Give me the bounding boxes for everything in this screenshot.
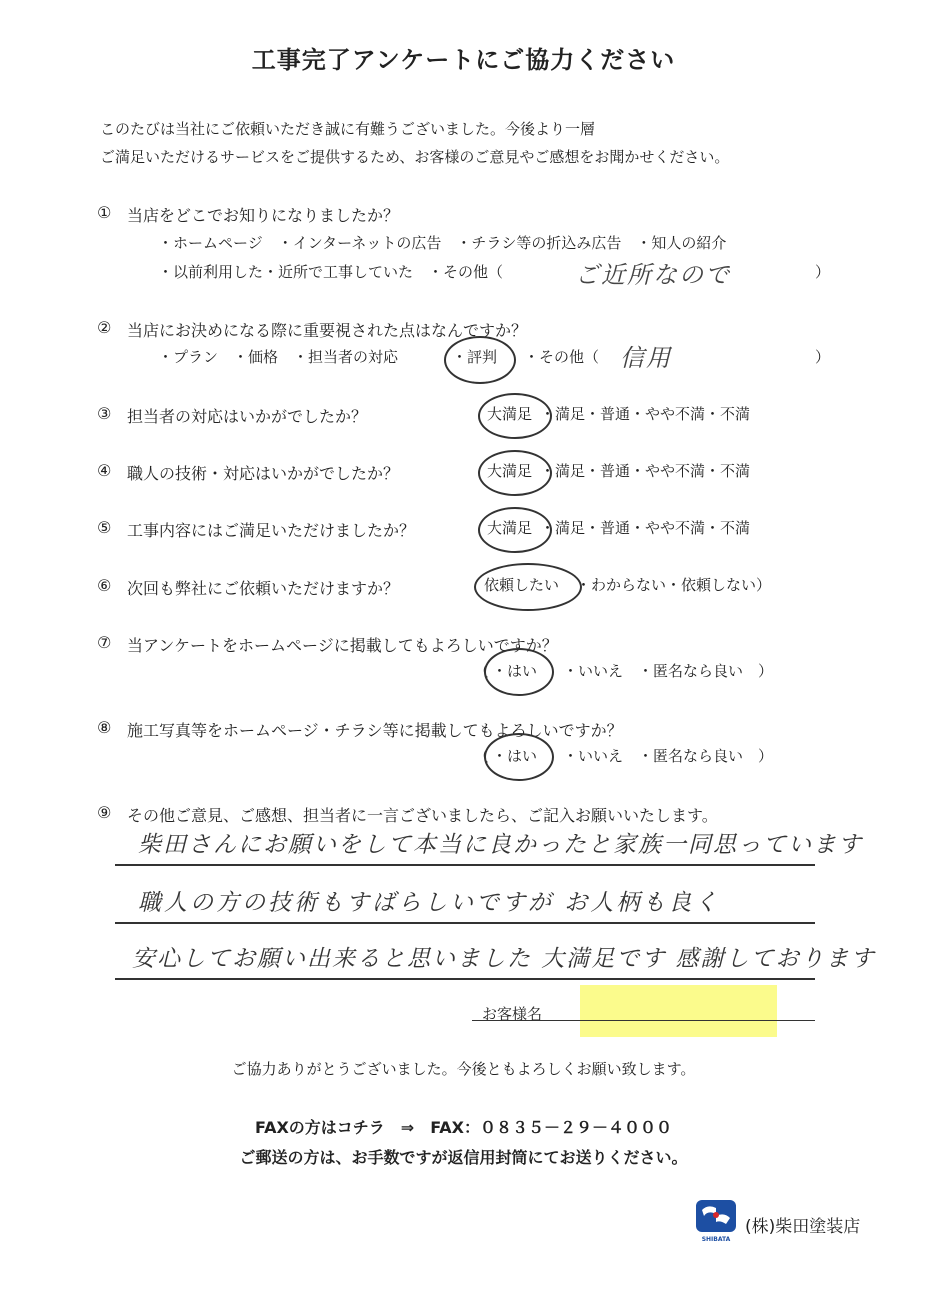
q2-text: 当店にお決めになる際に重要視された点はなんですか？ — [127, 321, 528, 340]
q8-text: 施工写真等をホームページ・チラシ等に掲載してもよろしいですか？ — [127, 721, 623, 740]
q6-text: 次回も弊社にご依頼いただけますか？ — [127, 579, 400, 598]
comment-line-1: 柴田さんにお願いをして本当に良かったと家族一同思っています — [138, 832, 863, 858]
intro-line-1: このたびは当社にご依頼いただき誠に有難うございました。今後より一層 — [100, 120, 596, 138]
comment-rule-3 — [115, 978, 815, 980]
q3-options: ・満足・普通・やや不満・不満 — [540, 405, 751, 423]
q4-text: 職人の技術・対応はいかがでしたか？ — [127, 464, 400, 483]
q8-number: ⑧ — [97, 718, 112, 737]
comment-rule-2 — [115, 922, 815, 924]
q2-other-label: ・その他（ — [524, 348, 600, 366]
q3-number: ③ — [97, 404, 112, 423]
q6-options: ・わからない・依頼しない） — [576, 576, 772, 594]
q7-text: 当アンケートをホームページに掲載してもよろしいですか？ — [127, 636, 558, 655]
q2-options: ・プラン ・価格 ・担当者の対応 — [158, 348, 414, 366]
q9-text: その他ご意見、ご感想、担当者に一言ございましたら、ご記入お願いいたします。 — [127, 806, 718, 825]
q9-number: ⑨ — [97, 803, 112, 822]
q5-text: 工事内容にはご満足いただけましたか？ — [127, 521, 416, 540]
q3-circled-option: 大満足 — [487, 405, 533, 423]
page-title: 工事完了アンケートにご協力ください — [251, 46, 676, 74]
q1-text: 当店をどこでお知りになりましたか？ — [127, 206, 400, 225]
q1-options-1: ・ホームページ ・インターネットの広告 ・チラシ等の折込み広告 ・知人の紹介 — [158, 234, 727, 252]
q6-number: ⑥ — [97, 576, 112, 595]
q5-circled-option: 大満足 — [487, 519, 533, 537]
q5-number: ⑤ — [97, 518, 112, 537]
mail-info: ご郵送の方は、お手数ですが返信用封筒にてお送りください。 — [239, 1148, 688, 1167]
comment-line-2: 職人の方の技術もすばらしいですが お人柄も良く — [138, 890, 721, 916]
q1-close-paren: ） — [815, 263, 831, 281]
q1-number: ① — [97, 203, 112, 222]
q4-options: ・満足・普通・やや不満・不満 — [540, 462, 751, 480]
q4-number: ④ — [97, 461, 112, 480]
thanks-message: ご協力ありがとうございました。今後ともよろしくお願い致します。 — [231, 1060, 696, 1078]
q7-open-paren: （ — [474, 662, 490, 680]
q1-options-2: ・以前利用した・近所で工事していた ・その他（ — [158, 263, 504, 281]
fax-info: FAXの方はコチラ ⇒ FAX：０８３５－２９－４０００ — [254, 1118, 673, 1137]
q2-close-paren: ） — [815, 348, 831, 366]
customer-name-rule — [472, 1020, 815, 1021]
q2-handwritten-answer: 信用 — [620, 344, 672, 372]
customer-name-redaction — [580, 985, 777, 1037]
company-logo-icon — [694, 1198, 738, 1244]
q8-circled-option: ・はい — [492, 747, 538, 765]
q2-number: ② — [97, 318, 112, 337]
q8-open-paren: （ — [474, 747, 490, 765]
comment-rule-1 — [115, 864, 815, 866]
intro-line-2: ご満足いただけるサービスをご提供するため、お客様のご意見やご感想をお聞かせください。 — [100, 148, 730, 166]
q4-circled-option: 大満足 — [487, 462, 533, 480]
q6-circled-option: 依頼したい — [484, 576, 560, 594]
comment-line-3: 安心してお願い出来ると思いました 大満足です 感謝しております — [132, 946, 876, 972]
q7-number: ⑦ — [97, 633, 112, 652]
q2-circled-option: ・評判 — [452, 348, 498, 366]
q3-text: 担当者の対応はいかがでしたか？ — [127, 407, 368, 426]
q7-options: ・いいえ ・匿名なら良い ） — [563, 662, 774, 680]
q1-handwritten-answer: ご近所なので — [575, 261, 731, 289]
q5-options: ・満足・普通・やや不満・不満 — [540, 519, 751, 537]
customer-name-label: お客様名 — [482, 1005, 543, 1023]
q8-options: ・いいえ ・匿名なら良い ） — [563, 747, 774, 765]
logo-text: SHIBATA — [701, 1236, 731, 1243]
q7-circled-option: ・はい — [492, 662, 538, 680]
company-name: (株)柴田塗装店 — [745, 1217, 861, 1237]
